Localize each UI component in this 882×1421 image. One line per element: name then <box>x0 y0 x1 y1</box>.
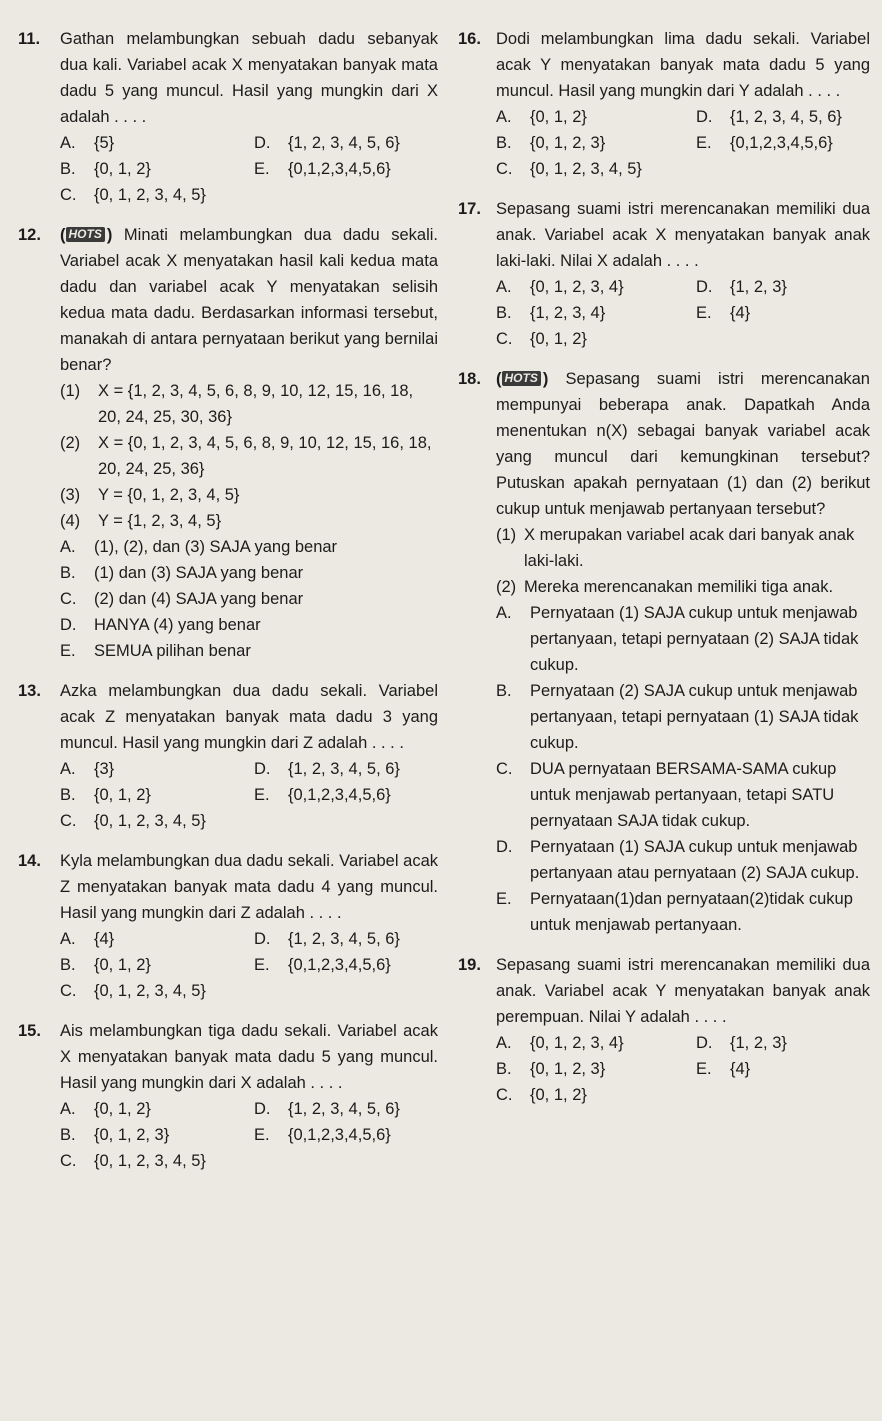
option-e[interactable]: E. {0,1,2,3,4,5,6} <box>254 786 391 804</box>
option-b[interactable]: B. {0, 1, 2, 3} <box>60 1126 170 1144</box>
question-12 <box>18 222 438 664</box>
option-c[interactable]: C. {0, 1, 2} <box>496 330 587 348</box>
option-c[interactable]: C. {0, 1, 2, 3, 4, 5} <box>60 812 206 830</box>
question-number: 11. <box>18 30 41 48</box>
option-c[interactable]: C. DUA pernyataan BERSAMA-SAMA cukup untuk menjawab pertanyaan, tetapi SATU pernyataan SAJA tidak cukup. <box>496 760 837 830</box>
options <box>496 274 870 352</box>
hots-badge: HOTS <box>66 227 105 242</box>
option-c[interactable]: C. {0, 1, 2, 3, 4, 5} <box>60 982 206 1000</box>
question-15 <box>18 1018 438 1174</box>
option-a[interactable]: A. {4} <box>60 930 115 948</box>
question-text: Gathan melambungkan sebuah dadu sebanyak dua kali. Variabel acak X menyatakan banyak mata dadu 5 yang muncul. Hasil yang mungkin dari X adalah . . . . <box>60 30 438 126</box>
option-b[interactable]: B. (1) dan (3) SAJA yang benar <box>60 564 304 582</box>
option-c[interactable]: C. {0, 1, 2, 3, 4, 5} <box>60 186 206 204</box>
option-a[interactable]: A. {0, 1, 2} <box>496 108 587 126</box>
option-d[interactable]: D. {1, 2, 3} <box>696 1034 787 1052</box>
options <box>60 926 438 1004</box>
question-number: 15. <box>18 1022 41 1040</box>
question-text: ( HOTS ) Minati melambungkan dua dadu sekali. Variabel acak X menyatakan hasil kali kedua mata dadu dan variabel acak Y menyatakan selisih kedua mata dadu. Berdasarkan informasi tersebut, manakah di antara pernyataan berikut yang bernilai benar? <box>60 226 438 374</box>
question-16 <box>458 26 870 182</box>
option-a[interactable]: A. {5} <box>60 134 115 152</box>
question-text: ( HOTS ) Sepasang suami istri merencanakan mempunyai beberapa anak. Dapatkah Anda menentukan n(X) sebagai banyak variabel acak yang muncul dari kemungkinan tersebut? Putuskan apakah pernyataan (1) dan (2) berikut cukup untuk menjawab pertanyaan tersebut? <box>496 370 870 518</box>
option-e[interactable]: E. {4} <box>696 1060 751 1078</box>
option-a[interactable]: A. Pernyataan (1) SAJA cukup untuk menjawab pertanyaan, tetapi pernyataan (2) SAJA tidak cukup. <box>496 604 859 674</box>
left-column <box>18 26 438 1174</box>
question-text: Kyla melambungkan dua dadu sekali. Variabel acak Z menyatakan banyak mata dadu 4 yang muncul. Hasil yang mungkin dari Z adalah . . . . <box>60 852 438 922</box>
question-text: Dodi melambungkan lima dadu sekali. Variabel acak Y menyatakan banyak mata dadu 5 yang muncul. Hasil yang mungkin dari Y adalah . . . . <box>496 30 870 100</box>
options <box>496 1030 870 1108</box>
options <box>60 756 438 834</box>
answers <box>496 600 870 938</box>
question-19 <box>458 952 870 1108</box>
option-b[interactable]: B. {0, 1, 2} <box>60 956 151 974</box>
option-c[interactable]: C. {0, 1, 2, 3, 4, 5} <box>60 1152 206 1170</box>
question-number: 12. <box>18 226 41 244</box>
option-a[interactable]: A. {3} <box>60 760 115 778</box>
option-e[interactable]: E. {0,1,2,3,4,5,6} <box>696 134 833 152</box>
option-e[interactable]: E. Pernyataan(1)dan pernyataan(2)tidak cukup untuk menjawab pertanyaan. <box>496 890 853 934</box>
question-number: 13. <box>18 682 41 700</box>
option-c[interactable]: C. (2) dan (4) SAJA yang benar <box>60 590 304 608</box>
option-d[interactable]: D. {1, 2, 3, 4, 5, 6} <box>254 930 400 948</box>
option-c[interactable]: C. {0, 1, 2, 3, 4, 5} <box>496 160 642 178</box>
option-e[interactable]: E. {0,1,2,3,4,5,6} <box>254 1126 391 1144</box>
option-b[interactable]: B. {1, 2, 3, 4} <box>496 304 606 322</box>
question-number: 14. <box>18 852 41 870</box>
options <box>60 1096 438 1174</box>
question-text: Sepasang suami istri merencanakan memiliki dua anak. Variabel acak Y menyatakan banyak anak perempuan. Nilai Y adalah . . . . <box>496 956 870 1026</box>
option-b[interactable]: B. {0, 1, 2} <box>60 786 151 804</box>
question-number: 19. <box>458 956 481 974</box>
option-d[interactable]: D. Pernyataan (1) SAJA cukup untuk menjawab pertanyaan atau pernyataan (2) SAJA cukup. <box>496 838 860 882</box>
option-b[interactable]: B. {0, 1, 2, 3} <box>496 134 606 152</box>
option-a[interactable]: A. {0, 1, 2, 3, 4} <box>496 278 624 296</box>
question-11 <box>18 26 438 208</box>
option-c[interactable]: C. {0, 1, 2} <box>496 1086 587 1104</box>
option-e[interactable]: E. {0,1,2,3,4,5,6} <box>254 956 391 974</box>
option-a[interactable]: A. (1), (2), dan (3) SAJA yang benar <box>60 538 338 556</box>
statement-2: (2) Mereka merencanakan memiliki tiga anak. <box>496 578 834 596</box>
option-e[interactable]: E. {4} <box>696 304 751 322</box>
statement-4: (4) Y = {1, 2, 3, 4, 5} <box>60 512 222 530</box>
statements <box>60 378 438 534</box>
question-text: Azka melambungkan dua dadu sekali. Variabel acak Z menyatakan banyak mata dadu 3 yang muncul. Hasil yang mungkin dari Z adalah . . . . <box>60 682 438 752</box>
option-e[interactable]: E. SEMUA pilihan benar <box>60 642 251 660</box>
statement-2: (2) X = {0, 1, 2, 3, 4, 5, 6, 8, 9, 10, 12, 15, 16, 18, 20, 24, 25, 36} <box>60 434 432 478</box>
statement-1: (1) X merupakan variabel acak dari banyak anak laki-laki. <box>496 526 855 570</box>
right-column <box>458 26 870 1108</box>
option-d[interactable]: D. {1, 2, 3} <box>696 278 787 296</box>
options <box>60 130 438 208</box>
statements <box>496 522 870 600</box>
statement-1: (1) X = {1, 2, 3, 4, 5, 6, 8, 9, 10, 12, 15, 16, 18, 20, 24, 25, 30, 36} <box>60 382 414 426</box>
question-17 <box>458 196 870 352</box>
option-a[interactable]: A. {0, 1, 2, 3, 4} <box>496 1034 624 1052</box>
option-a[interactable]: A. {0, 1, 2} <box>60 1100 151 1118</box>
question-18 <box>458 366 870 938</box>
question-number: 16. <box>458 30 481 48</box>
option-b[interactable]: B. Pernyataan (2) SAJA cukup untuk menjawab pertanyaan, tetapi pernyataan (1) SAJA tidak cukup. <box>496 682 859 752</box>
answers <box>60 534 438 664</box>
question-text: Ais melambungkan tiga dadu sekali. Variabel acak X menyatakan banyak mata dadu 5 yang muncul. Hasil yang mungkin dari X adalah . . . . <box>60 1022 438 1092</box>
option-d[interactable]: D. {1, 2, 3, 4, 5, 6} <box>254 760 400 778</box>
hots-badge: HOTS <box>502 371 541 386</box>
option-b[interactable]: B. {0, 1, 2} <box>60 160 151 178</box>
option-d[interactable]: D. HANYA (4) yang benar <box>60 616 261 634</box>
option-e[interactable]: E. {0,1,2,3,4,5,6} <box>254 160 391 178</box>
question-14 <box>18 848 438 1004</box>
question-number: 17. <box>458 200 481 218</box>
question-13 <box>18 678 438 834</box>
option-d[interactable]: D. {1, 2, 3, 4, 5, 6} <box>696 108 842 126</box>
option-d[interactable]: D. {1, 2, 3, 4, 5, 6} <box>254 134 400 152</box>
option-d[interactable]: D. {1, 2, 3, 4, 5, 6} <box>254 1100 400 1118</box>
options <box>496 104 870 182</box>
question-number: 18. <box>458 370 481 388</box>
question-text: Sepasang suami istri merencanakan memiliki dua anak. Variabel acak X menyatakan banyak anak laki-laki. Nilai X adalah . . . . <box>496 200 870 270</box>
option-b[interactable]: B. {0, 1, 2, 3} <box>496 1060 606 1078</box>
statement-3: (3) Y = {0, 1, 2, 3, 4, 5} <box>60 486 240 504</box>
